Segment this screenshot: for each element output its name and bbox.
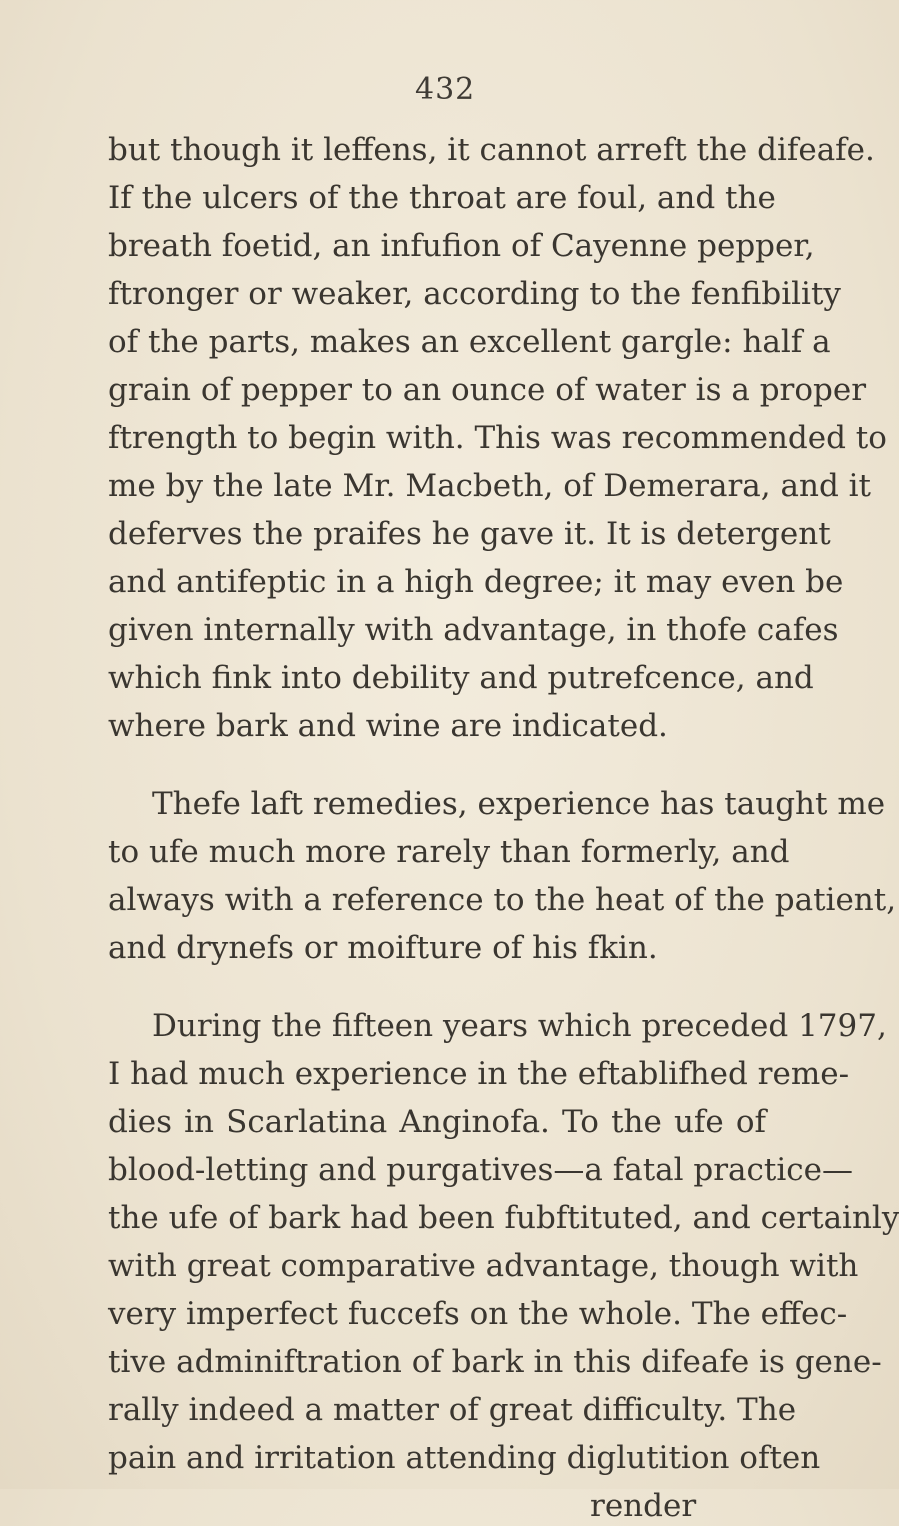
text-line: the ufe of bark had been fubftituted, and certainly — [108, 1200, 899, 1236]
text-line: If the ulcers of the throat are foul, and the — [108, 180, 776, 216]
text-line: where bark and wine are indicated. — [108, 708, 668, 744]
text-line: and drynefs or moifture of his fkin. — [108, 930, 658, 966]
text-line: blood-letting and purgatives—a fatal practice— — [108, 1152, 853, 1188]
text-line: breath foetid, an infufion of Cayenne pepper, — [108, 228, 815, 264]
text-line: but though it leffens, it cannot arreft the difeafe. — [108, 132, 875, 168]
text-line: ftronger or weaker, according to the fenfibility — [108, 276, 841, 312]
page-number: 432 — [415, 72, 476, 107]
text-line: and antifeptic in a high degree; it may even be — [108, 564, 844, 600]
text-line: ftrength to begin with. This was recommended to — [108, 420, 887, 456]
text-line: pain and irritation attending diglutition often — [108, 1440, 821, 1476]
text-line: deferves the praifes he gave it. It is detergent — [108, 516, 831, 552]
text-line: to ufe much more rarely than formerly, and — [108, 834, 790, 870]
text-line: me by the late Mr. Macbeth, of Demerara, and it — [108, 468, 872, 504]
text-line: given internally with advantage, in thofe cafes — [108, 612, 839, 648]
text-line: During the fifteen years which preceded 1797, — [152, 1008, 887, 1044]
text-line: grain of pepper to an ounce of water is a proper — [108, 372, 867, 408]
catchword: render — [590, 1488, 697, 1524]
text-line: always with a reference to the heat of the patient, — [108, 882, 897, 918]
text-line: with great comparative advantage, though with — [108, 1248, 859, 1284]
text-line: rally indeed a matter of great difficulty. The — [108, 1392, 797, 1428]
text-line: tive adminiftration of bark in this difeafe is gene- — [108, 1344, 882, 1380]
text-line: I had much experience in the eftablifhed reme- — [108, 1056, 850, 1092]
text-line: which fink into debility and putrefcence, and — [108, 660, 814, 696]
text-line: dies in Scarlatina Anginofa. To the ufe of — [108, 1104, 766, 1140]
text-line: of the parts, makes an excellent gargle: half a — [108, 324, 831, 360]
text-line: very imperfect fuccefs on the whole. The effec- — [108, 1296, 848, 1332]
text-line: Thefe laft remedies, experience has taught me — [152, 786, 886, 822]
